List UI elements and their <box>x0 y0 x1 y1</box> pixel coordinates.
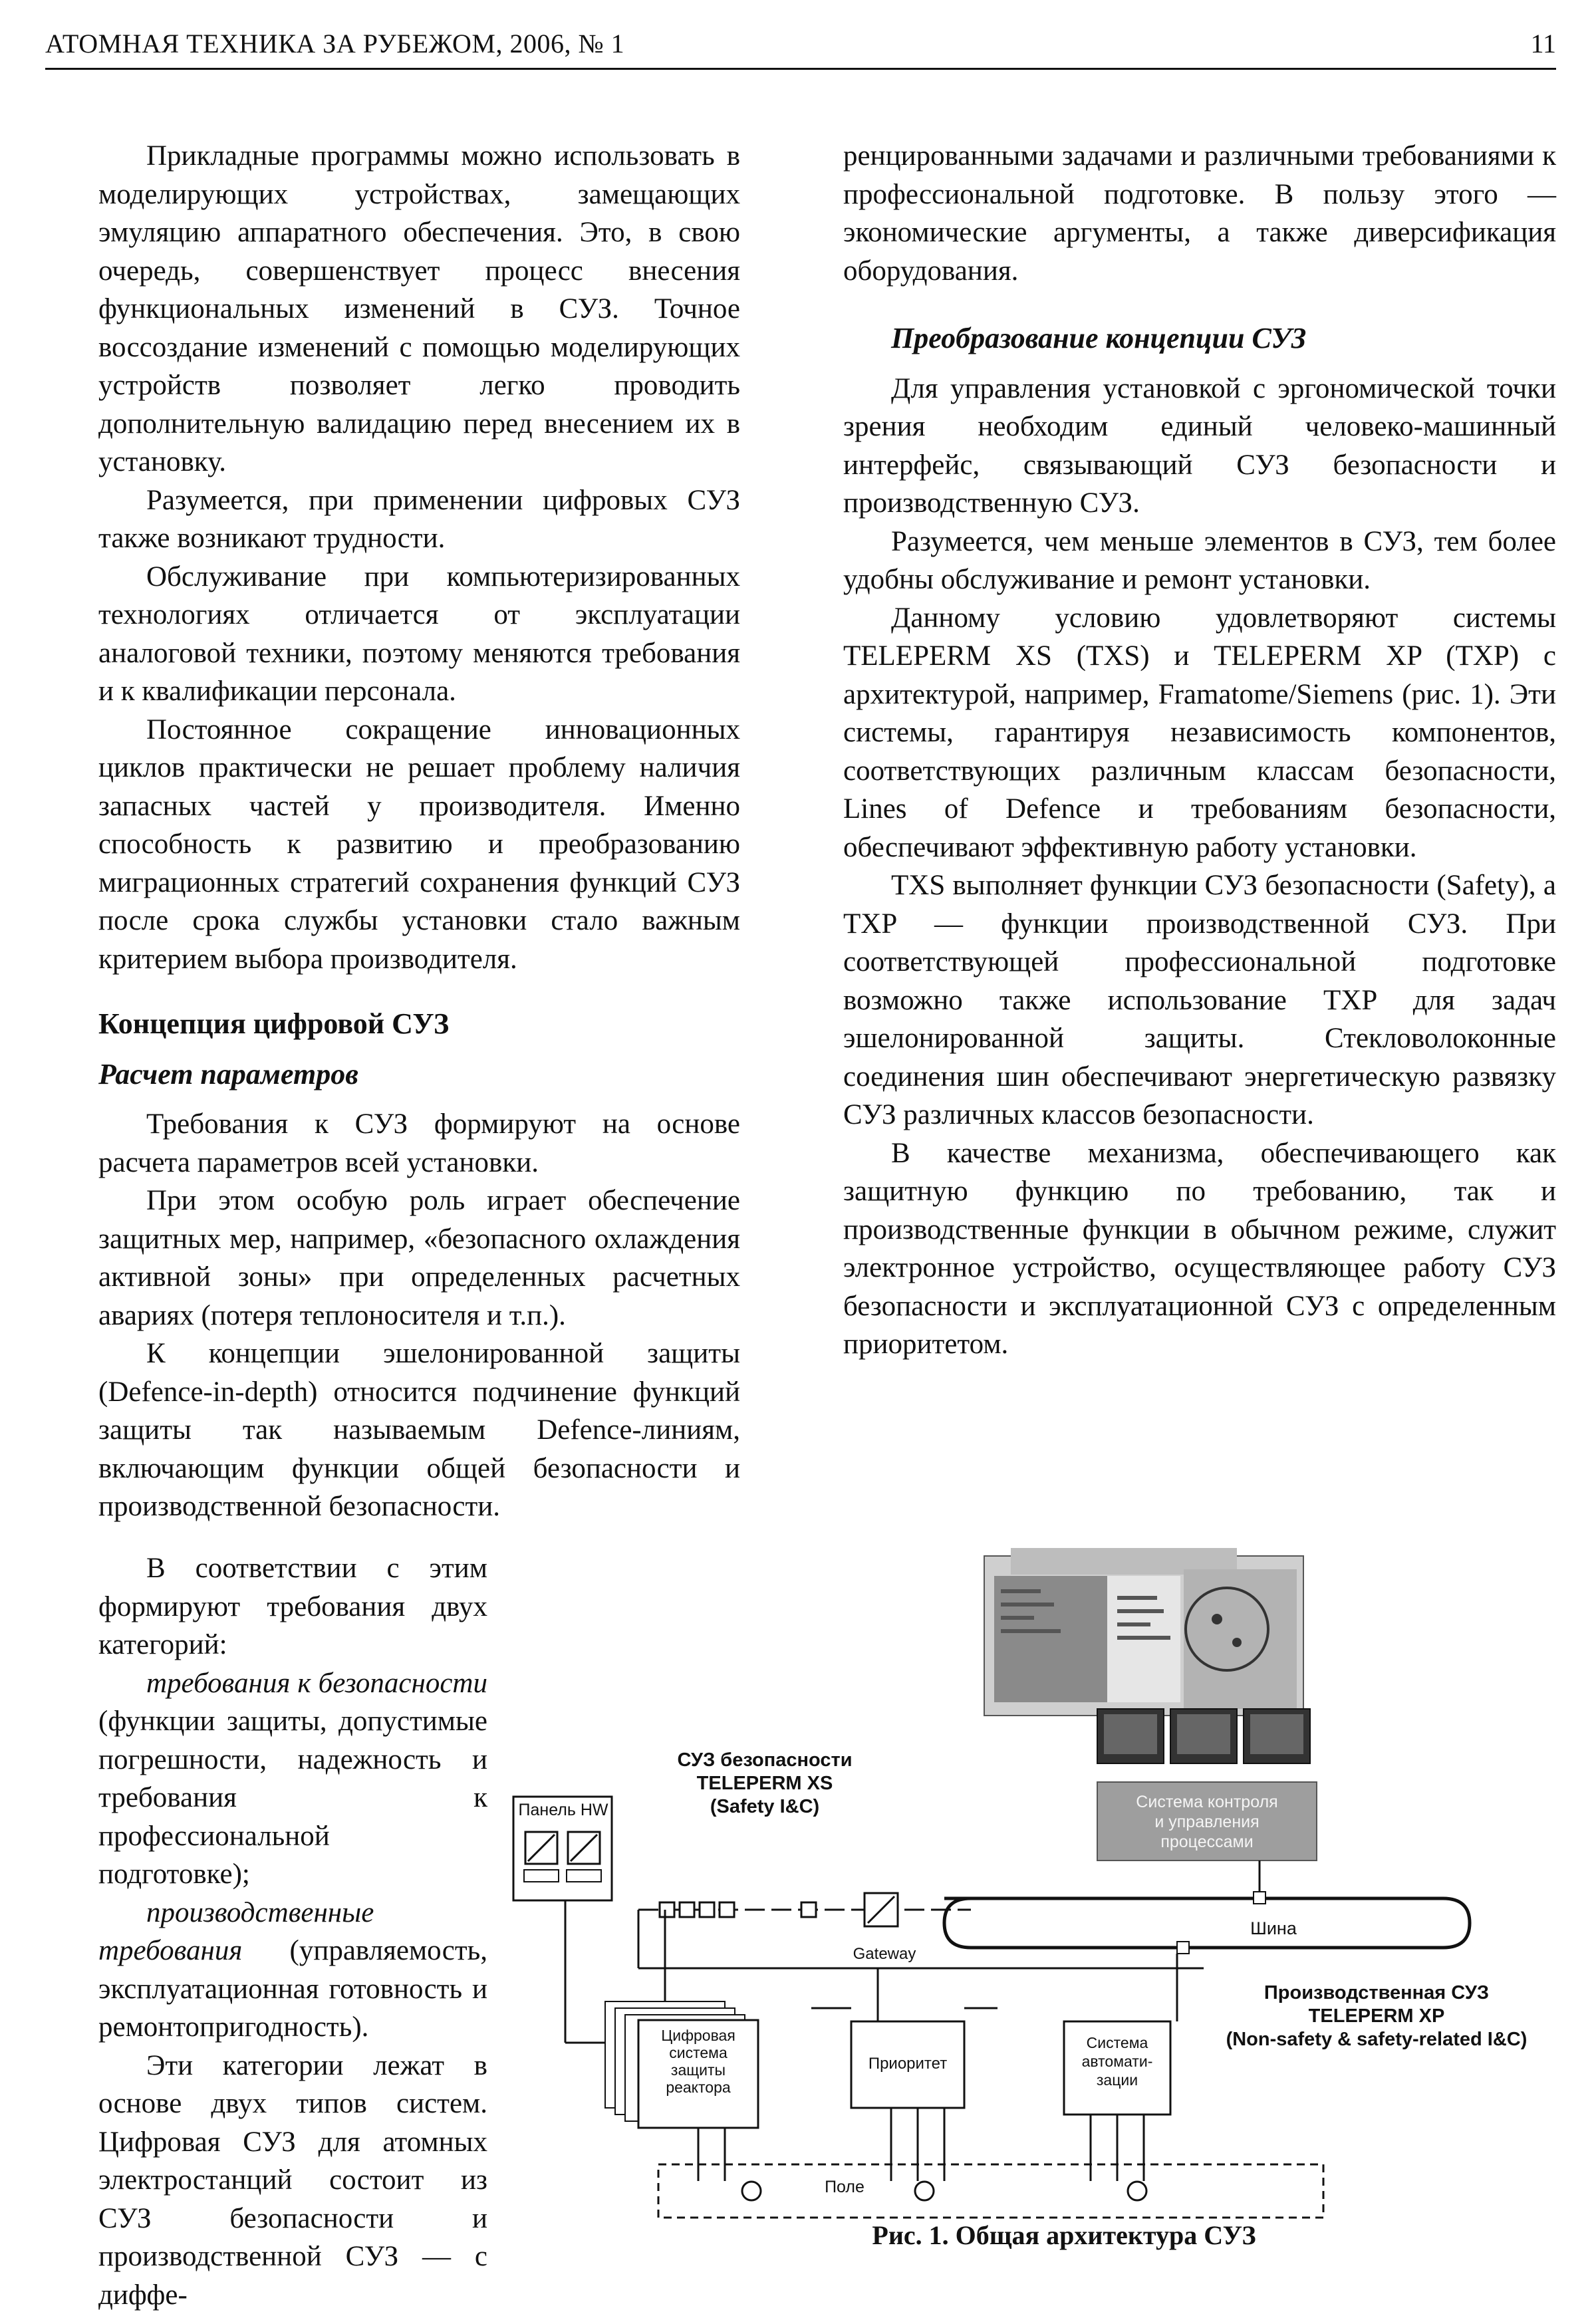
label-line: (Non-safety & safety-related I&C) <box>1197 2028 1556 2051</box>
paragraph: Требования к СУЗ формируют на основе расчета параметров всей установки. <box>98 1105 740 1182</box>
hw-panel-label: Панель HW <box>515 1801 612 1820</box>
term-italic: требования к безопасности <box>146 1668 487 1699</box>
label-line: автомати- <box>1064 2052 1170 2071</box>
reactor-protection-label <box>638 2027 758 2096</box>
bus-loop <box>944 1898 1470 1948</box>
journal-title: АТОМНАЯ ТЕХНИКА ЗА РУБЕЖОМ, 2006, № 1 <box>45 28 624 59</box>
label-line: система <box>638 2044 758 2061</box>
paragraph: ренцированными задачами и различными требованиями к профессиональной подготовке. В пользу этого — экономические аргументы, а также диверсификация оборудования. <box>843 137 1556 290</box>
label-line: TELEPERM XS <box>645 1772 884 1795</box>
safety-ic-title <box>645 1749 884 1819</box>
paragraph: В качестве механизма, обеспечивающего как защитную функцию по требованию, так и производственные функции в обычном режиме, служит электронное устройство, осуществляющее работу СУЗ безопасности и эксплуатационной СУЗ с определенным приоритетом. <box>843 1134 1556 1364</box>
term-description: (управляемость, эксплуатационная готовность и ремонтопригодность). <box>98 1935 487 2043</box>
label-line: (Safety I&C) <box>645 1795 884 1819</box>
paragraph: TXS выполняет функции СУЗ безопасности (Safety), а TXP — функции производственной СУЗ. При соответствующей профессиональной подготовке возможно также использование TXP для задач эшелонированной защиты. Стекловолоконные соединения шин обеспечивают энергетическую развязку СУЗ различных классов безопасности. <box>843 866 1556 1134</box>
architecture-diagram <box>505 1543 1563 2234</box>
paragraph: Прикладные программы можно использовать в моделирующих устройствах, замещающих эмуляцию аппаратного обеспечения. Это, в свою очередь, совершенствует процесс внесения функциональных изменений в СУЗ. Точное воссоздание изменений с помощью моделирующих устройств позволяет легко проводить дополнительную валидацию перед внесением их в установку. <box>98 137 740 481</box>
priority-label: Приоритет <box>851 2055 964 2073</box>
label-line: Система контроля <box>1097 1792 1317 1812</box>
figure-caption: Рис. 1. Общая архитектура СУЗ <box>665 2220 1463 2251</box>
right-column <box>843 137 1556 1364</box>
label-line: зации <box>1064 2071 1170 2089</box>
paragraph: К концепции эшелонированной защиты (Defence-in-depth) относится подчинение функций защиты так называемым Defence-линиям, включающим функции общей безопасности и производственной безопасности. <box>98 1335 740 1526</box>
label-line: процессами <box>1097 1832 1317 1852</box>
process-control-label <box>1097 1792 1317 1852</box>
paragraph: Для управления установкой с эргономической точки зрения необходим единый человеко-машинный интерфейс, связывающий СУЗ безопасности и производственную СУЗ. <box>843 370 1556 523</box>
safety-link-chain <box>638 1893 971 1926</box>
label-line: Система <box>1064 2033 1170 2052</box>
label-line: реактора <box>638 2079 758 2096</box>
production-ic-title <box>1197 1982 1556 2051</box>
paragraph: Разумеется, чем меньше элементов в СУЗ, тем более удобны обслуживание и ремонт установки. <box>843 523 1556 599</box>
section-heading: Преобразование концепции СУЗ <box>843 319 1556 358</box>
paragraph: Разумеется, при применении цифровых СУЗ также возникают трудности. <box>98 481 740 558</box>
label-line: защиты <box>638 2061 758 2079</box>
field-label: Поле <box>805 2178 884 2197</box>
paragraph: При этом особую роль играет обеспечение защитных мер, например, «безопасного охлаждения активной зоны» при определенных расчетных авариях (потеря теплоносителя и т.п.). <box>98 1182 740 1335</box>
subsection-heading: Расчет параметров <box>98 1055 740 1094</box>
architecture-figure <box>505 1543 1563 2234</box>
header-rule <box>45 68 1556 70</box>
list-item-safety <box>98 1664 487 1894</box>
section-heading: Концепция цифровой СУЗ <box>98 1005 740 1043</box>
operator-monitors <box>1097 1709 1310 1763</box>
page-number: 11 <box>1530 28 1556 59</box>
label-line: и управления <box>1097 1812 1317 1832</box>
list-item-production <box>98 1894 487 2047</box>
label-line: СУЗ безопасности <box>645 1749 884 1772</box>
term-italic: производственные требования <box>98 1897 374 1967</box>
label-line: TELEPERM XP <box>1197 2005 1556 2028</box>
automation-label <box>1064 2033 1170 2089</box>
paragraph: Обслуживание при компьютеризированных технологиях отличается от эксплуатации аналоговой техники, поэтому меняются требования и к квалификации персонала. <box>98 558 740 711</box>
narrow-column <box>98 1549 487 2314</box>
paragraph: В соответствии с этим формируют требования двух категорий: <box>98 1549 487 1664</box>
left-column <box>98 137 740 1526</box>
paragraph: Данному условию удовлетворяют системы TELEPERM XS (TXS) и TELEPERM XP (TXP) с архитектурой, например, Framatome/Siemens (рис. 1). Эти системы, гарантируя независимость компонентов, соответствующих различным классам безопасности, Lines of Defence и требованиям безопасности, обеспечивают эффективную работу установки. <box>843 599 1556 867</box>
bus-label: Шина <box>1240 1918 1307 1939</box>
label-line: Производственная СУЗ <box>1197 1982 1556 2005</box>
paragraph: Эти категории лежат в основе двух типов систем. Цифровая СУЗ для атомных электростанций состоит из СУЗ безопасности и производственной СУЗ — с диффе- <box>98 2047 487 2314</box>
paragraph: Постоянное сокращение инновационных циклов практически не решает проблему наличия запасных частей у производителя. Именно способность к развитию и преобразованию миграционных стратегий сохранения функций СУЗ после срока службы установки стало важным критерием выбора производителя. <box>98 711 740 979</box>
screens-collage <box>984 1548 1303 1716</box>
gateway-label: Gateway <box>838 1945 931 1964</box>
page-header <box>45 20 1556 73</box>
term-description: (функции защиты, допустимые погрешности, надежность и требования к профессиональной подготовке); <box>98 1706 487 1890</box>
label-line: Цифровая <box>638 2027 758 2044</box>
